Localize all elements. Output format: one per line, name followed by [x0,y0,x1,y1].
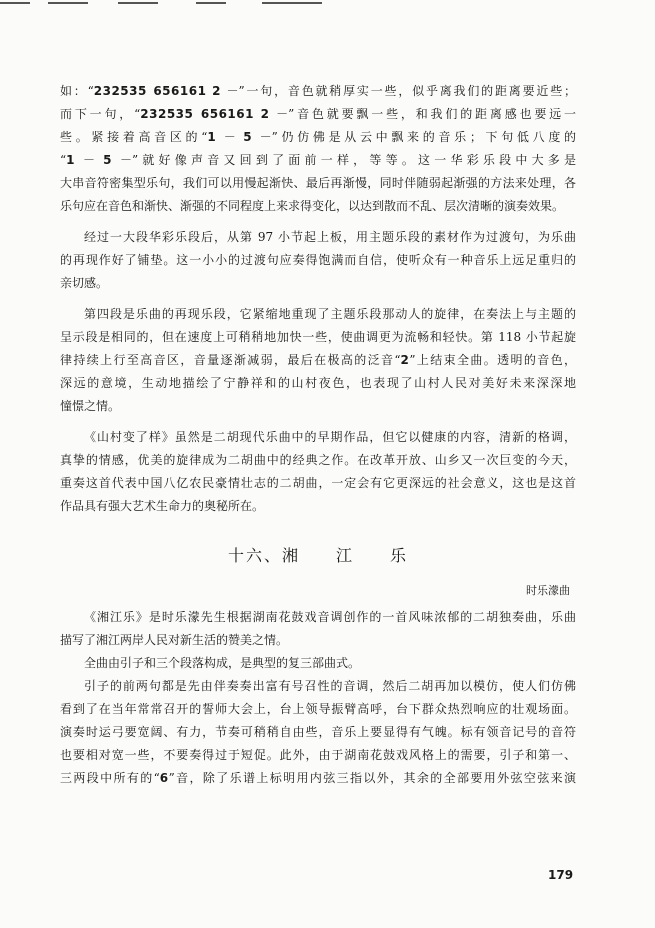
text-line: 大串音符密集型乐句，我们可以用慢起渐快、最后再渐慢，同时伴随弱起渐强的方法来处理，各 [60,176,576,190]
text-line: 《山村变了样》虽然是二胡现代乐曲中的早期作品，但它以健康的内容，清新的格调， [84,430,576,444]
text: ”音，除了乐谱上标明用内弦三指以外，其余的全部要用外弦空弦来演 [168,771,576,785]
text-line [60,767,576,790]
notation-phrase: 232535 656161 [140,107,254,121]
text-line: 作品具有强大艺术生命力的奥秘所在。 [60,499,265,513]
text-line [60,149,576,172]
text: －”就好像声音又回到了面前一样，等等。这一华彩乐段中大多是 [111,153,576,167]
text: ”上结束全曲。透明的音色， [409,353,576,367]
text: 而下一句，“ [60,107,141,121]
text: 三两段中所有的“ [60,771,160,785]
notation-note: 1 [207,130,217,144]
text: － [216,130,244,144]
text: 律持续上行至高音区，音量逐渐减弱，最后在极高的泛音“ [60,353,401,367]
section-title: 十六、湘 江 乐 [227,546,408,565]
text-line: 经过一大段华彩乐段后，从第 97 小节起上板，用主题乐段的素材作为过渡句，为乐曲 [84,230,576,244]
text-line: 呈示段是相同的，但在速度上可稍稍地加快一些，使曲调更为流畅和轻快。第 118 小节起旋 [60,330,576,344]
notation-note: 5 [103,153,112,167]
page-number: 179 [548,868,574,882]
text-line [60,80,576,103]
text-line: 描写了湘江两岸人民对新生活的赞美之情。 [60,633,289,647]
text: 如：“ [60,84,94,98]
notation-phrase: 232535 656161 [93,84,207,98]
text: 些。紧接着高音区的“ [60,130,208,144]
text-line: 第四段是乐曲的再现乐段，它紧缩地重现了主题乐段那动人的旋律，在奏法上与主题的 [84,307,576,321]
text-line: 乐句应在音色和渐快、渐强的不同程度上来求得变化，以达到散而不乱、层次清晰的演奏效果。 [60,199,565,213]
notation-note: 2 [260,107,270,121]
text-line [60,126,576,149]
text-line: 全曲由引子和三个段落构成，是典型的复三部曲式。 [84,656,361,670]
notation-note: 2 [400,353,410,367]
text-line: 《湘江乐》是时乐濛先生根据湖南花鼓戏音调创作的一首风味浓郁的二胡独奏曲，乐曲 [84,610,576,624]
text-line: 引子的前两句都是先由伴奏奏出富有号召性的音调，然后二胡再加以模仿，使人们仿佛 [84,679,576,693]
text-line: 憧憬之情。 [60,399,121,413]
composer-credit: 时乐濛曲 [526,584,570,597]
book-page [60,80,576,790]
text: － [75,153,104,167]
text-line: 深远的意境，生动地描绘了宁静祥和的山村夜色，也表现了山村人民对美好未来深深地 [60,376,576,390]
notation-note: 1 [66,153,75,167]
text-line: 重奏这首代表中国八亿农民豪情壮志的二胡曲，一定会有它更深远的社会意义，这也是这首 [60,476,576,490]
text-line: 也要相对宽一些，不要奏得过于短促。此外，由于湖南花鼓戏风格上的需要，引子和第一、 [60,748,576,762]
text-line: 演奏时运弓要宽阔、有力，节奏可稍稍自由些，音乐上要显得有气魄。标有领音记号的音符 [60,725,576,739]
text: “ [60,153,67,167]
text-line: 看到了在当年常常召开的誓师大会上，台上领导振臂高呼，台下群众热烈响应的壮观场面。 [60,702,576,716]
text-line: 亲切感。 [60,276,109,290]
text-line: 真挚的情感，优美的旋律成为二胡曲中的经典之作。在改革开放、山乡又一次巨变的今天， [60,453,576,467]
notation-note: 5 [243,130,253,144]
text: －”仍仿佛是从云中飘来的音乐；下句低八度的 [252,130,576,144]
text: －”音色就要飘一些，和我们的距离感也要远一 [269,107,576,121]
text-line: 的再现作好了铺垫。这一小小的过渡句应奏得饱满而自信，使听众有一种音乐上远足重归的 [60,253,576,267]
scan-edge [0,0,655,6]
text-line [60,103,576,126]
notation-note: 2 [212,84,221,98]
notation-note: 6 [159,771,169,785]
text-line [60,349,576,372]
text: －”一句，音色就稍厚实一些，似乎离我们的距离要近些； [220,84,576,98]
